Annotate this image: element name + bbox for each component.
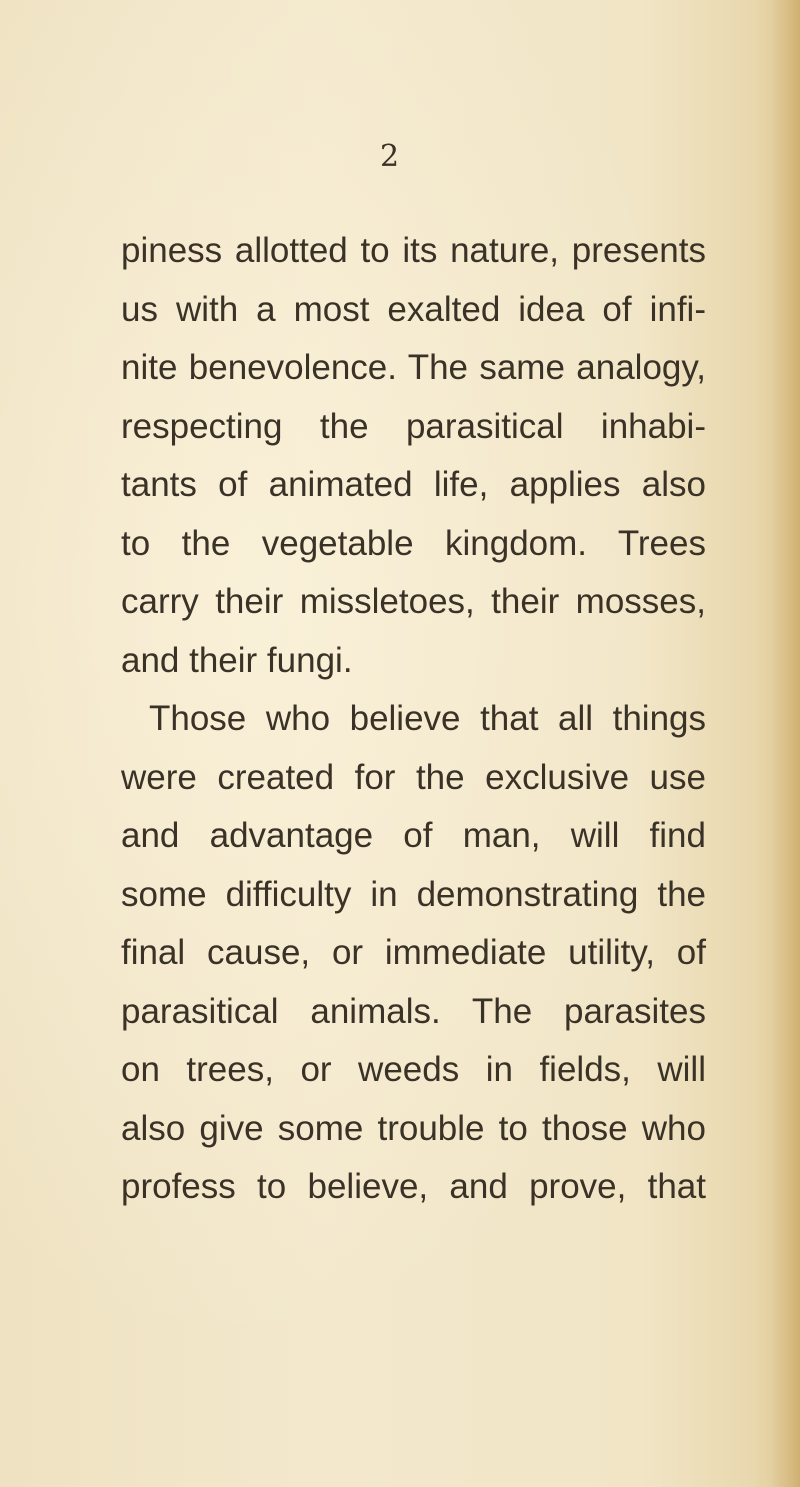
text-line: carry their missletoes, their mosses,	[121, 582, 706, 621]
text-line: and their fungi.	[121, 640, 353, 680]
text-line: us with a most exalted idea of infi-	[121, 289, 706, 329]
text-line: piness allotted to its nature, presents	[121, 231, 706, 270]
text-line: to the vegetable kingdom. Trees	[121, 523, 706, 563]
text-line: tants of animated life, applies also	[121, 465, 706, 504]
text-line: and advantage of man, will find	[121, 816, 706, 855]
text-line: parasitical animals. The parasites	[121, 991, 706, 1031]
page-edge-shadow	[770, 0, 800, 1487]
text-line: Those who believe that all things	[149, 699, 706, 738]
text-line: some difficulty in demonstrating the	[121, 874, 706, 914]
text-line: respecting the parasitical inhabi-	[121, 406, 706, 446]
text-line: were created for the exclusive use	[121, 757, 706, 797]
text-line: on trees, or weeds in fields, will	[121, 1050, 706, 1089]
body-text	[121, 222, 706, 1217]
text-line: also give some trouble to those who	[121, 1108, 706, 1148]
text-line: nite benevolence. The same analogy,	[121, 348, 706, 387]
text-line: profess to believe, and prove, that	[121, 1167, 706, 1206]
text-line: final cause, or immediate utility, of	[121, 933, 706, 972]
page-number: 2	[380, 139, 400, 174]
